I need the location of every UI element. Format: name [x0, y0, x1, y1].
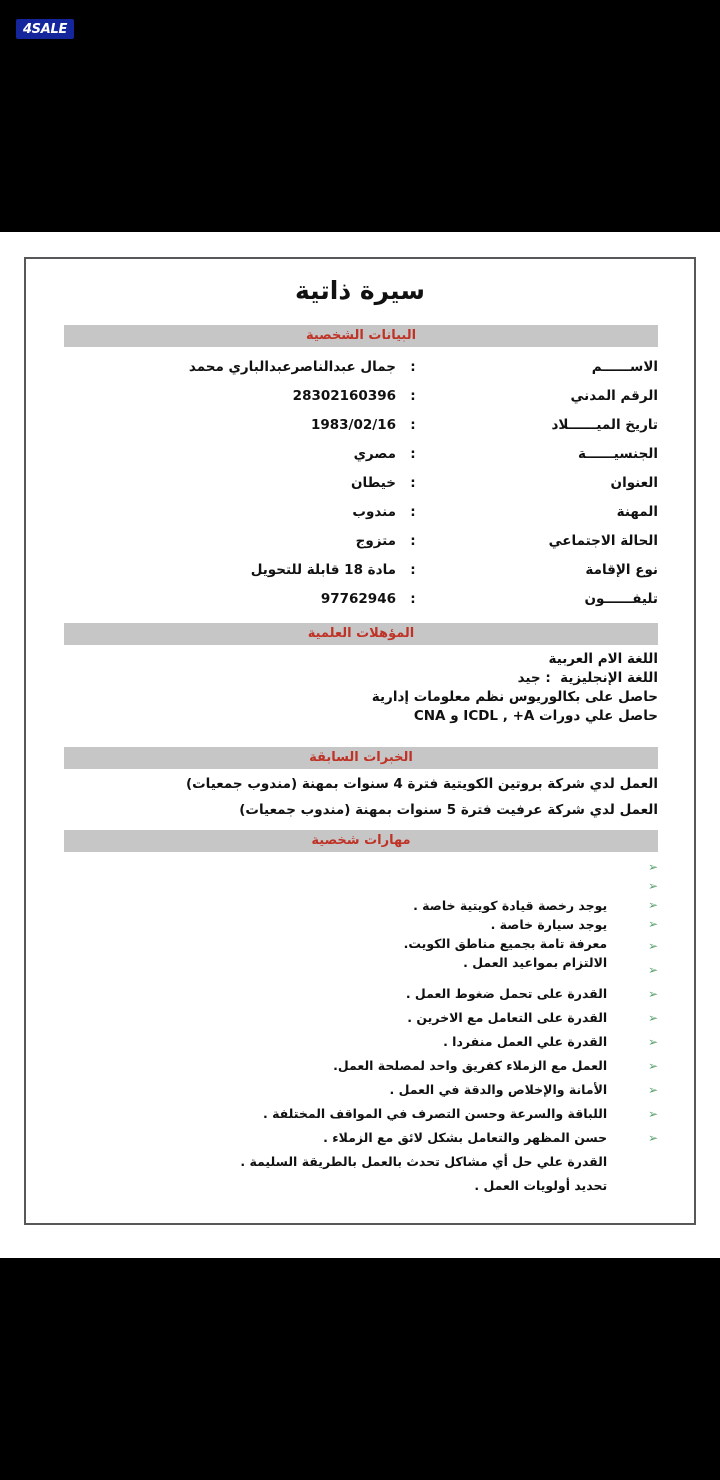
skill-text: الالتزام بمواعيد العمل . [463, 955, 608, 970]
info-label: الجنسيــــــة [577, 446, 658, 462]
skill-text: القدرة علي العمل منفردا . [443, 1034, 608, 1049]
experience-line: العمل لدي شركة بروتين الكويتية فترة 4 سنوات بمهنة (مندوب جمعيات) [185, 776, 658, 792]
section-header-skills: مهارات شخصية [64, 830, 658, 852]
info-label: الحالة الاجتماعي [548, 533, 658, 549]
info-colon: : [410, 388, 416, 404]
info-label: نوع الإقامة [585, 562, 658, 578]
info-colon: : [410, 417, 416, 433]
info-value: 1983/02/16 [310, 417, 396, 433]
skill-text: العمل مع الزملاء كفريق واحد لمصلحة العمل. [333, 1058, 608, 1073]
info-value: 97762946 [320, 591, 396, 607]
skill-text: القدرة علي حل أي مشاكل تحدث بالعمل بالطريقة السليمة . [240, 1154, 608, 1169]
bullet-arrow-icon: ➢ [647, 879, 658, 893]
bullet-arrow-icon: ➢ [647, 860, 658, 874]
watermark-logo-4sale [16, 19, 74, 39]
info-row-occupation [64, 504, 658, 533]
skills-list [64, 858, 658, 1193]
cv-title: سيرة ذاتية [295, 276, 425, 305]
skill-text: القدرة على تحمل ضغوط العمل . [405, 986, 608, 1001]
info-colon: : [410, 533, 416, 549]
bullet-arrow-icon: ➢ [647, 1035, 658, 1049]
qualification-line: اللغة الام العربية [548, 651, 658, 667]
info-colon: : [410, 359, 416, 375]
experience-line: العمل لدي شركة عرفيت فترة 5 سنوات بمهنة (مندوب جمعيات) [239, 802, 658, 818]
bullet-arrow-icon: ➢ [647, 939, 658, 953]
skill-text: الأمانة والإخلاص والدقة في العمل . [389, 1082, 608, 1097]
info-row-nationality [64, 446, 658, 475]
info-label: الرقم المدني [570, 388, 658, 404]
logo-text: 4SALE [22, 21, 68, 37]
info-value: خيطان [351, 475, 396, 491]
bullet-arrow-icon: ➢ [647, 1131, 658, 1145]
skill-text: معرفة تامة بجميع مناطق الكويت. [403, 936, 608, 951]
bullet-arrow-icon: ➢ [647, 1107, 658, 1121]
list-item [64, 858, 658, 913]
info-value: مندوب [352, 504, 396, 520]
skill-text: القدرة على التعامل مع الاخرين . [407, 1010, 608, 1025]
info-value: مصري [353, 446, 396, 462]
section-header-qualifications: المؤهلات العلمية [64, 623, 658, 645]
info-row-civil-id [64, 388, 658, 417]
skill-text: يوجد سيارة خاصة . [490, 917, 608, 932]
info-row-address [64, 475, 658, 504]
personal-info-table [64, 359, 658, 620]
skill-text: تحديد أولويات العمل . [474, 1178, 608, 1193]
info-row-telephone [64, 591, 658, 620]
bullet-arrow-icon: ➢ [647, 1083, 658, 1097]
info-row-residency-type [64, 562, 658, 591]
info-value: 28302160396 [292, 388, 396, 404]
bullet-arrow-icon: ➢ [647, 898, 658, 912]
info-row-birth-date [64, 417, 658, 446]
page-border-box [24, 257, 696, 1225]
info-label: العنوان [610, 475, 658, 491]
bullet-arrow-icon: ➢ [647, 917, 658, 931]
qualification-line: حاصل علي دورات ICDL , +A و CNA [413, 708, 658, 724]
info-colon: : [410, 475, 416, 491]
bullet-arrow-icon: ➢ [647, 1059, 658, 1073]
bullet-arrow-icon: ➢ [647, 1011, 658, 1025]
qualification-line: اللغة الإنجليزية : جيد [517, 670, 658, 686]
skill-text: حسن المظهر والتعامل بشكل لائق مع الزملاء . [323, 1130, 608, 1145]
info-colon: : [410, 504, 416, 520]
skill-text: يوجد رخصة قيادة كويتية خاصة . [413, 898, 608, 913]
info-value: جمال عبدالناصرعبدالباري محمد [188, 359, 396, 375]
info-label: تاريخ الميــــــلاد [551, 417, 658, 433]
bullet-arrow-icon: ➢ [647, 963, 658, 977]
bullet-arrow-icon: ➢ [647, 987, 658, 1001]
info-colon: : [410, 562, 416, 578]
info-row-marital-status [64, 533, 658, 562]
info-label: المهنة [616, 504, 658, 520]
info-row-name [64, 359, 658, 388]
info-value: مادة 18 قابلة للتحويل [250, 562, 396, 578]
section-header-personal-data: البيانات الشخصية [64, 325, 658, 347]
info-value: متزوج [355, 533, 396, 549]
section-header-experience: الخبرات السابقة [64, 747, 658, 769]
info-label: تليفــــــون [584, 591, 658, 607]
info-colon: : [410, 591, 416, 607]
document-page [0, 232, 720, 1258]
experience-block [64, 771, 658, 823]
info-label: الاســــــم [591, 359, 658, 375]
qualifications-block [64, 650, 658, 726]
qualification-line: حاصل على بكالوريوس نظم معلومات إدارية [371, 689, 658, 705]
skill-text: اللباقة والسرعة وحسن التصرف في المواقف المختلفة . [262, 1106, 608, 1121]
info-colon: : [410, 446, 416, 462]
